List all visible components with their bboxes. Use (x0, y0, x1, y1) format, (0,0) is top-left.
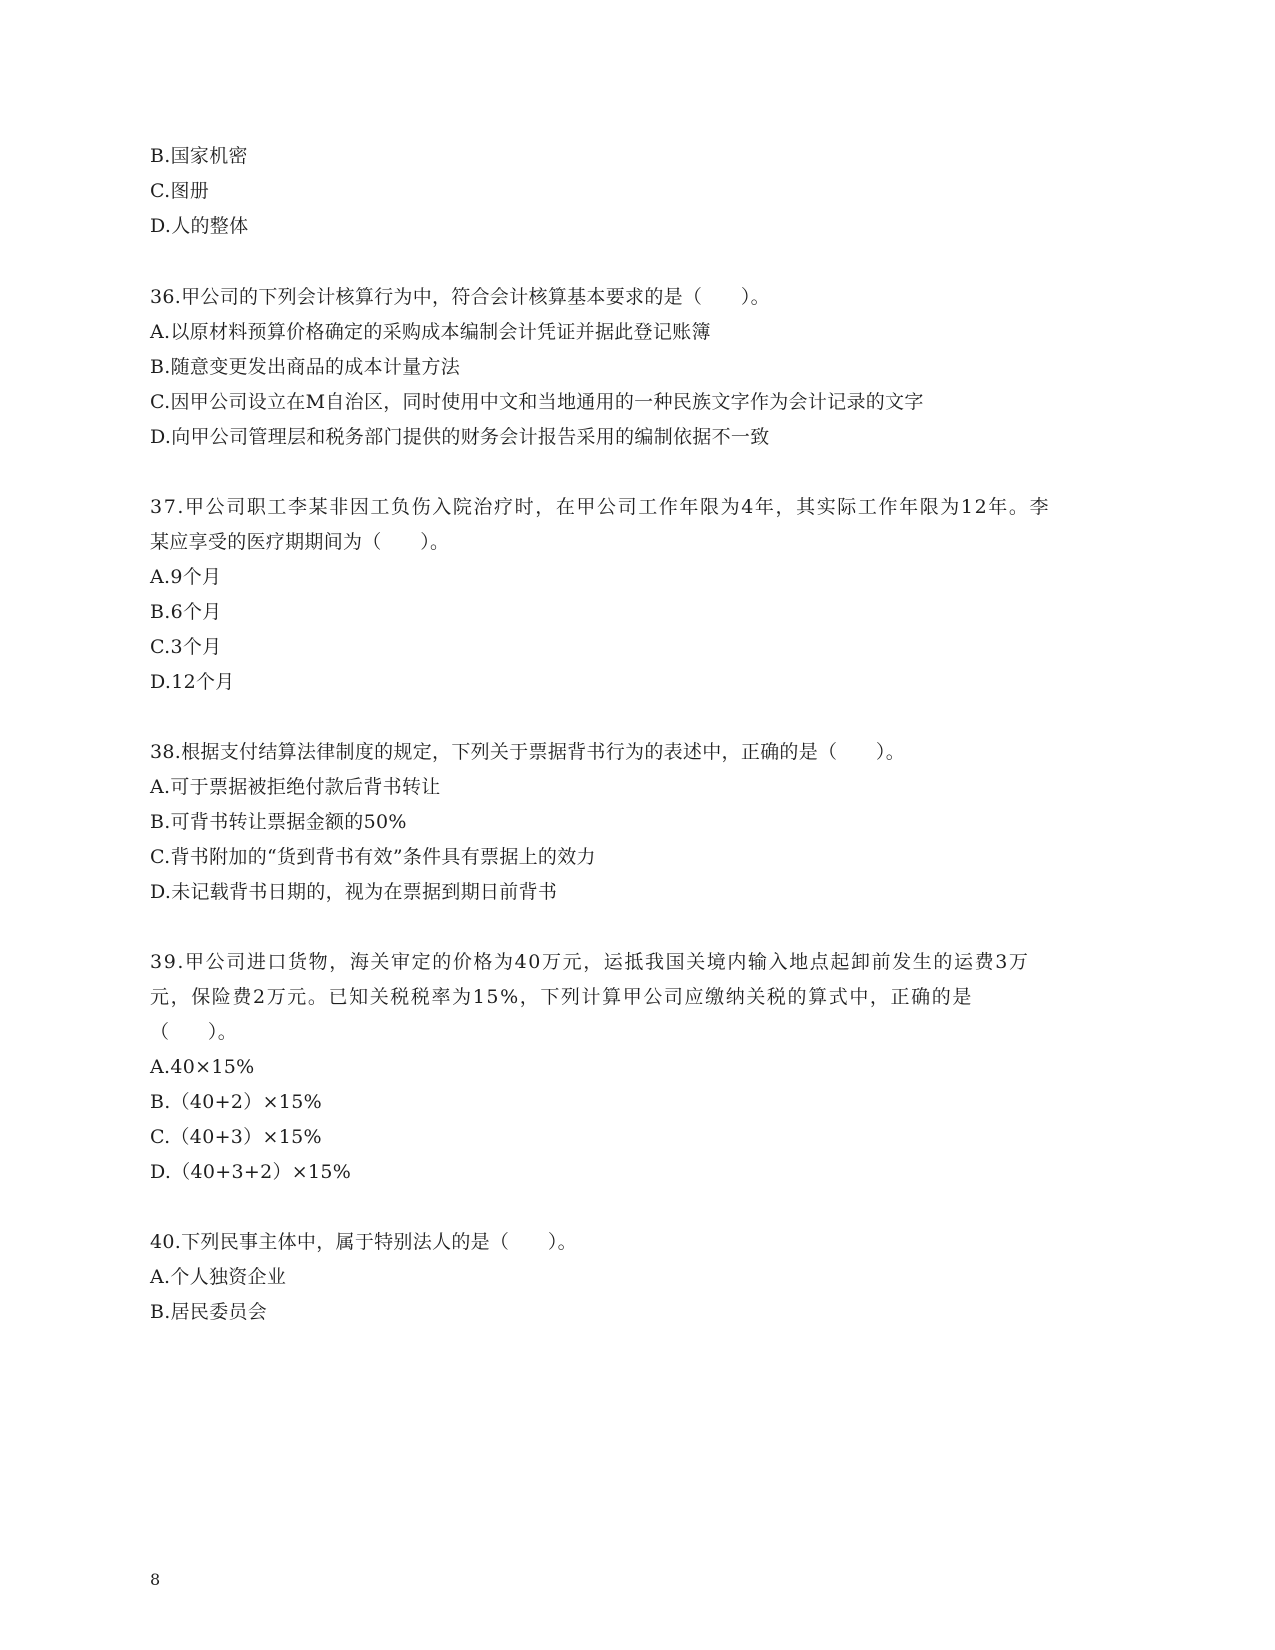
option-36-b: B.随意变更发出商品的成本计量方法 (150, 356, 461, 378)
option-39-c: C.（40+3）×15% (150, 1126, 322, 1148)
option-36-a: A.以原材料预算价格确定的采购成本编制会计凭证并据此登记账簿 (150, 321, 711, 343)
option-35-d: D.人的整体 (150, 215, 249, 237)
question-40-stem: 40.下列民事主体中，属于特别法人的是（ ）。 (150, 1231, 577, 1253)
option-35-c: C.图册 (150, 180, 210, 202)
question-37-stem-line-2: 某应享受的医疗期期间为（ ）。 (150, 531, 450, 553)
option-38-a: A.可于票据被拒绝付款后背书转让 (150, 776, 441, 798)
option-37-a: A.9个月 (150, 566, 222, 588)
option-35-b: B.国家机密 (150, 145, 248, 167)
option-36-d: D.向甲公司管理层和税务部门提供的财务会计报告采用的编制依据不一致 (150, 426, 770, 448)
question-39-stem-line-1: 39.甲公司进口货物，海关审定的价格为40万元，运抵我国关境内输入地点起卸前发生的运费3万 (150, 951, 1030, 973)
question-39-stem-line-3: （ ）。 (150, 1021, 238, 1043)
option-40-a: A.个人独资企业 (150, 1266, 287, 1288)
question-37-stem-line-1: 37.甲公司职工李某非因工负伤入院治疗时，在甲公司工作年限为4年，其实际工作年限为12年。李 (150, 496, 1051, 518)
option-37-b: B.6个月 (150, 601, 222, 623)
option-38-d: D.未记载背书日期的，视为在票据到期日前背书 (150, 881, 558, 903)
option-37-c: C.3个月 (150, 636, 222, 658)
option-36-c: C.因甲公司设立在M自治区，同时使用中文和当地通用的一种民族文字作为会计记录的文字 (150, 391, 924, 413)
option-39-d: D.（40+3+2）×15% (150, 1161, 352, 1183)
page-number: 8 (150, 1570, 161, 1589)
option-39-a: A.40×15% (150, 1056, 255, 1078)
question-39-stem-line-2: 元，保险费2万元。已知关税税率为15%，下列计算甲公司应缴纳关税的算式中，正确的是 (150, 986, 973, 1008)
option-38-b: B.可背书转让票据金额的50% (150, 811, 407, 833)
option-38-c: C.背书附加的“货到背书有效”条件具有票据上的效力 (150, 846, 596, 868)
option-39-b: B.（40+2）×15% (150, 1091, 322, 1113)
option-40-b: B.居民委员会 (150, 1301, 268, 1323)
question-38-stem: 38.根据支付结算法律制度的规定，下列关于票据背书行为的表述中，正确的是（ ）。 (150, 741, 906, 763)
question-36-stem: 36.甲公司的下列会计核算行为中，符合会计核算基本要求的是（ ）。 (150, 286, 770, 308)
option-37-d: D.12个月 (150, 671, 235, 693)
